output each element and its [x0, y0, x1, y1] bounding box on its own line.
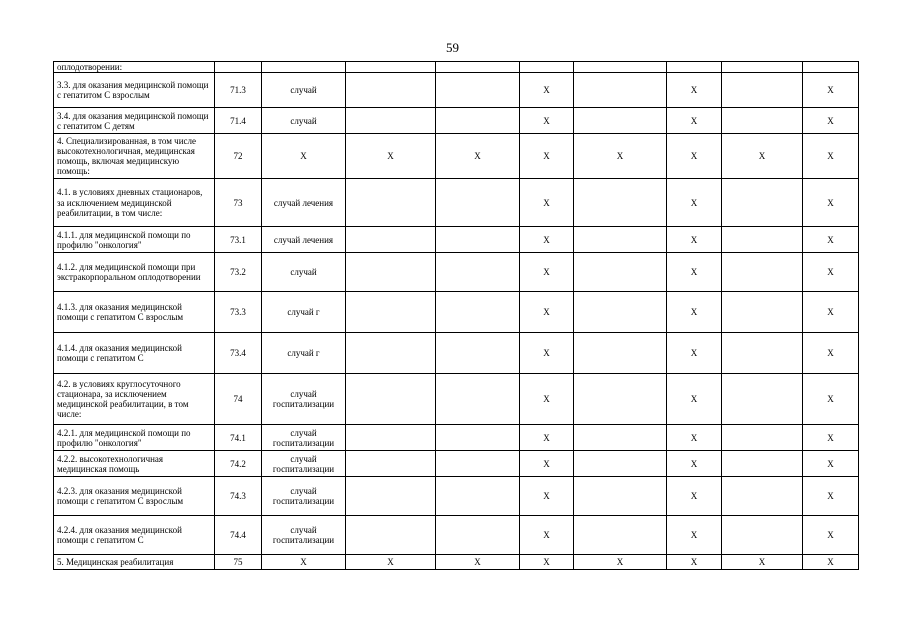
row-unit: X — [262, 555, 346, 570]
row-cell — [346, 108, 436, 134]
row-unit: случай г — [262, 292, 346, 333]
row-cell — [574, 253, 667, 292]
row-unit — [262, 62, 346, 73]
row-cell — [346, 292, 436, 333]
row-cell — [722, 516, 803, 555]
row-code: 75 — [215, 555, 262, 570]
row-cell — [346, 73, 436, 108]
row-name: 3.4. для оказания медицинской помощи с гепатитом С детям — [54, 108, 215, 134]
row-name: 4.2.1. для медицинской помощи по профилю "онкология" — [54, 425, 215, 451]
row-cell — [436, 516, 520, 555]
row-cell: X — [667, 374, 722, 425]
row-cell — [722, 108, 803, 134]
row-cell: X — [803, 179, 859, 227]
row-unit: X — [262, 134, 346, 179]
row-cell: X — [803, 333, 859, 374]
row-cell: X — [667, 253, 722, 292]
row-cell: X — [667, 73, 722, 108]
row-cell — [722, 477, 803, 516]
row-cell — [436, 425, 520, 451]
table-row — [54, 451, 859, 477]
row-cell: X — [803, 425, 859, 451]
table-row — [54, 516, 859, 555]
row-unit: случай госпитализации — [262, 374, 346, 425]
row-cell — [574, 425, 667, 451]
row-cell: X — [436, 555, 520, 570]
row-code: 73 — [215, 179, 262, 227]
row-cell: X — [803, 134, 859, 179]
row-cell — [346, 253, 436, 292]
row-cell: X — [667, 108, 722, 134]
table-row — [54, 62, 859, 73]
row-unit: случай госпитализации — [262, 425, 346, 451]
row-name: 4.1.2. для медицинской помощи при экстракорпоральном оплодотворении — [54, 253, 215, 292]
row-name: 4.1.4. для оказания медицинской помощи с гепатитом С — [54, 333, 215, 374]
row-code: 73.3 — [215, 292, 262, 333]
row-name: 4.2. в условиях круглосуточного стационара, за исключением медицинской реабилитации, в том числе: — [54, 374, 215, 425]
row-cell — [722, 179, 803, 227]
row-name: 3.3. для оказания медицинской помощи с гепатитом С взрослым — [54, 73, 215, 108]
row-cell: X — [667, 555, 722, 570]
row-cell: X — [803, 227, 859, 253]
row-cell — [346, 477, 436, 516]
row-name: 4.1.3. для оказания медицинской помощи с гепатитом С взрослым — [54, 292, 215, 333]
row-code: 74.4 — [215, 516, 262, 555]
row-cell: X — [520, 555, 574, 570]
row-cell — [436, 253, 520, 292]
table-row — [54, 477, 859, 516]
row-code: 73.4 — [215, 333, 262, 374]
table-row — [54, 73, 859, 108]
row-name: оплодотворении: — [54, 62, 215, 73]
page-number: 59 — [446, 40, 459, 55]
row-cell: X — [803, 253, 859, 292]
row-code — [215, 62, 262, 73]
row-name: 4.2.3. для оказания медицинской помощи с гепатитом С взрослым — [54, 477, 215, 516]
row-cell — [667, 62, 722, 73]
row-cell: X — [520, 108, 574, 134]
row-name: 4. Специализированная, в том числе высокотехнологичная, медицинская помощь, включая медицинскую помощь: — [54, 134, 215, 179]
table-row — [54, 134, 859, 179]
row-code: 71.3 — [215, 73, 262, 108]
row-cell: X — [667, 227, 722, 253]
row-cell: X — [520, 227, 574, 253]
table-row — [54, 555, 859, 570]
row-cell — [803, 62, 859, 73]
row-code: 71.4 — [215, 108, 262, 134]
row-cell — [346, 227, 436, 253]
row-cell: X — [667, 134, 722, 179]
row-cell: X — [520, 425, 574, 451]
row-cell: X — [667, 292, 722, 333]
row-name: 4.1. в условиях дневных стационаров, за исключением медицинской реабилитации, в том числе: — [54, 179, 215, 227]
row-cell — [574, 227, 667, 253]
row-cell — [574, 73, 667, 108]
table-row — [54, 108, 859, 134]
row-unit: случай — [262, 108, 346, 134]
row-cell — [574, 374, 667, 425]
row-code: 74.2 — [215, 451, 262, 477]
row-cell: X — [520, 253, 574, 292]
table-row — [54, 374, 859, 425]
row-name: 4.2.2. высокотехнологичная медицинская помощь — [54, 451, 215, 477]
row-name: 4.2.4. для оказания медицинской помощи с гепатитом С — [54, 516, 215, 555]
row-cell: X — [520, 292, 574, 333]
row-cell: X — [803, 451, 859, 477]
row-cell: X — [803, 374, 859, 425]
row-cell — [436, 374, 520, 425]
row-unit: случай г — [262, 333, 346, 374]
table-row — [54, 333, 859, 374]
row-code: 74.1 — [215, 425, 262, 451]
row-cell — [722, 374, 803, 425]
row-unit: случай — [262, 73, 346, 108]
row-cell — [436, 292, 520, 333]
row-cell: X — [436, 134, 520, 179]
row-cell: X — [346, 134, 436, 179]
table-row — [54, 292, 859, 333]
row-cell — [346, 425, 436, 451]
row-cell: X — [520, 333, 574, 374]
row-cell — [346, 62, 436, 73]
row-cell — [574, 179, 667, 227]
row-cell — [574, 292, 667, 333]
row-cell — [722, 292, 803, 333]
row-cell: X — [667, 451, 722, 477]
row-cell — [346, 516, 436, 555]
row-unit: случай лечения — [262, 179, 346, 227]
row-cell: X — [803, 73, 859, 108]
table-row — [54, 227, 859, 253]
row-cell — [346, 179, 436, 227]
row-cell — [574, 333, 667, 374]
row-cell: X — [667, 477, 722, 516]
row-cell: X — [520, 73, 574, 108]
row-cell — [436, 227, 520, 253]
row-cell: X — [722, 134, 803, 179]
row-cell: X — [722, 555, 803, 570]
row-cell — [722, 253, 803, 292]
row-cell: X — [803, 292, 859, 333]
row-cell: X — [520, 477, 574, 516]
row-cell — [436, 62, 520, 73]
row-cell — [436, 179, 520, 227]
row-cell — [574, 451, 667, 477]
row-cell — [346, 374, 436, 425]
row-unit: случай лечения — [262, 227, 346, 253]
row-unit: случай госпитализации — [262, 451, 346, 477]
row-cell: X — [520, 516, 574, 555]
row-cell — [722, 425, 803, 451]
table-row — [54, 425, 859, 451]
row-cell — [574, 477, 667, 516]
row-code: 73.1 — [215, 227, 262, 253]
row-cell — [574, 62, 667, 73]
row-cell: X — [803, 516, 859, 555]
row-cell — [436, 108, 520, 134]
row-cell — [436, 333, 520, 374]
row-cell — [722, 227, 803, 253]
row-cell — [574, 108, 667, 134]
row-cell — [722, 62, 803, 73]
row-code: 74.3 — [215, 477, 262, 516]
row-cell — [436, 73, 520, 108]
data-table — [53, 61, 859, 570]
row-cell: X — [574, 134, 667, 179]
row-code: 72 — [215, 134, 262, 179]
row-cell: X — [667, 516, 722, 555]
row-cell — [722, 73, 803, 108]
row-cell — [346, 451, 436, 477]
row-cell: X — [803, 555, 859, 570]
row-unit: случай — [262, 253, 346, 292]
table-row — [54, 253, 859, 292]
row-code: 74 — [215, 374, 262, 425]
row-cell: X — [803, 477, 859, 516]
row-cell: X — [520, 451, 574, 477]
row-cell — [722, 451, 803, 477]
row-cell — [346, 333, 436, 374]
row-unit: случай госпитализации — [262, 477, 346, 516]
row-code: 73.2 — [215, 253, 262, 292]
row-cell — [520, 62, 574, 73]
row-cell: X — [667, 425, 722, 451]
row-cell: X — [520, 134, 574, 179]
row-cell: X — [667, 333, 722, 374]
row-cell: X — [520, 179, 574, 227]
row-cell — [436, 451, 520, 477]
row-cell: X — [574, 555, 667, 570]
table-row — [54, 179, 859, 227]
row-cell — [436, 477, 520, 516]
row-name: 5. Медицинская реабилитация — [54, 555, 215, 570]
row-name: 4.1.1. для медицинской помощи по профилю "онкология" — [54, 227, 215, 253]
row-cell — [722, 333, 803, 374]
row-unit: случай госпитализации — [262, 516, 346, 555]
row-cell: X — [667, 179, 722, 227]
row-cell — [574, 516, 667, 555]
row-cell: X — [803, 108, 859, 134]
row-cell: X — [520, 374, 574, 425]
row-cell: X — [346, 555, 436, 570]
